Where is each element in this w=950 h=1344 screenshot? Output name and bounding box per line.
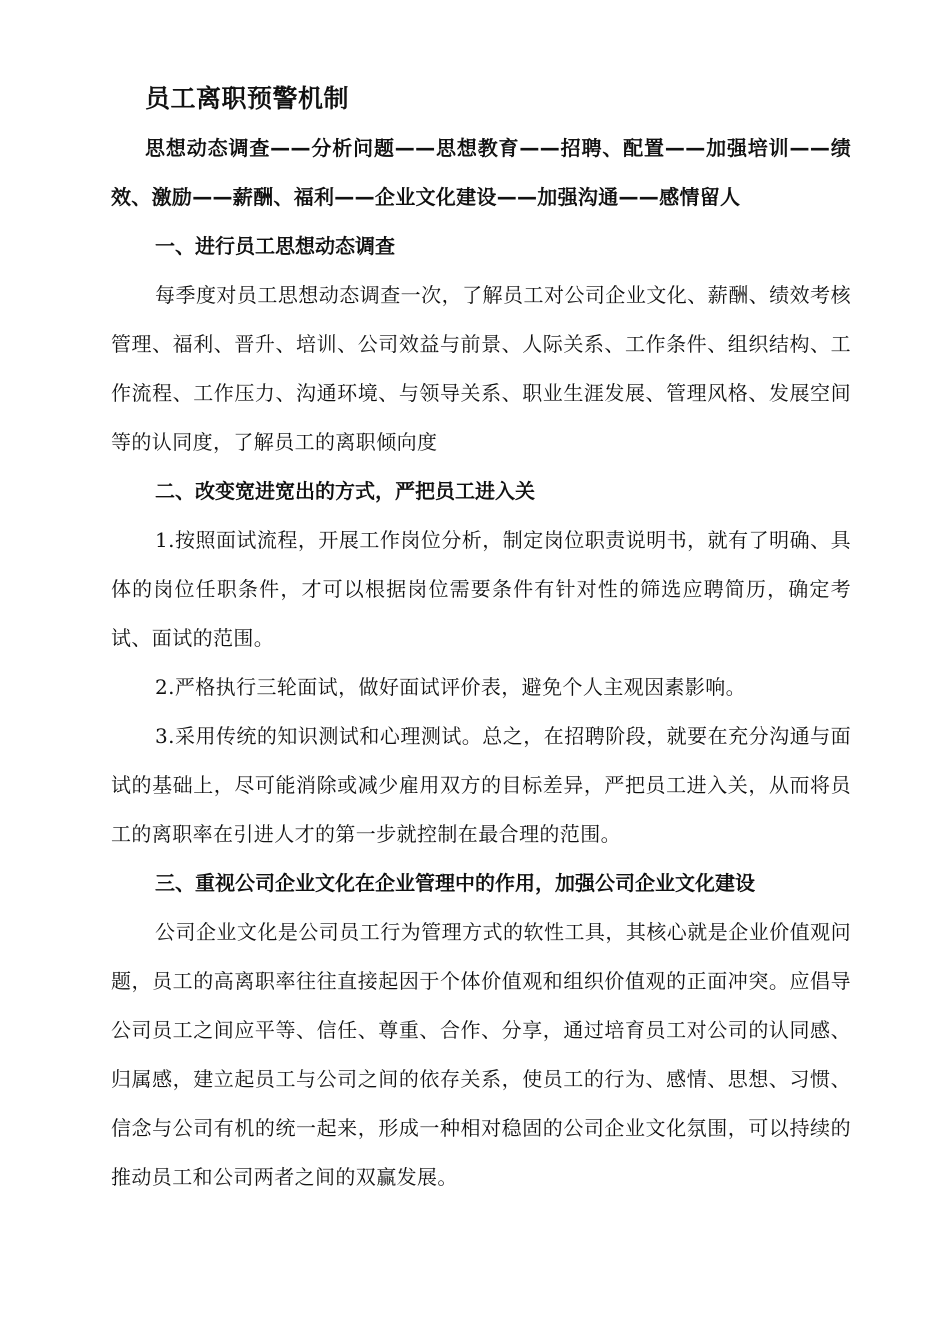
- section-2-paragraph-2: 2.严格执行三轮面试，做好面试评价表，避免个人主观因素影响。: [155, 675, 747, 699]
- section-3-paragraph-1: 公司企业文化是公司员工行为管理方式的软性工具，其核心就是企业价值观问题，员工的高离职率往往直接起因于个体价值观和组织价值观的正面冲突。应倡导公司员工之间应平等、信任、尊重、合作、分享，通过培育员工对公司的认同感、归属感，建立起员工与公司之间的依存关系，使员工的行为、感情、思想、习惯、信念与公司有机的统一起来，形成一种相对稳固的公司企业文化氛围，可以持续的推动员工和公司两者之间的双赢发展。: [111, 920, 851, 1189]
- document-page: [111, 74, 851, 1202]
- section-3: [111, 859, 851, 1202]
- section-1-heading: 一、进行员工思想动态调查: [155, 234, 395, 258]
- section-1: [111, 222, 851, 467]
- section-2-heading: 二、改变宽进宽出的方式，严把员工进入关: [155, 479, 535, 503]
- section-2: [111, 467, 851, 859]
- section-3-heading: 三、重视公司企业文化在企业管理中的作用，加强公司企业文化建设: [155, 871, 755, 895]
- process-flow: 思想动态调查——分析问题——思想教育——招聘、配置——加强培训——绩效、激励——薪酬、福利——企业文化建设——加强沟通——感情留人: [111, 136, 851, 209]
- section-2-paragraph-3: 3.采用传统的知识测试和心理测试。总之，在招聘阶段，就要在充分沟通与面试的基础上，尽可能消除或减少雇用双方的目标差异，严把员工进入关，从而将员工的离职率在引进人才的第一步就控制在最合理的范围。: [111, 724, 851, 846]
- document-title: 员工离职预警机制: [145, 84, 350, 113]
- section-1-paragraph-1: 每季度对员工思想动态调查一次，了解员工对公司企业文化、薪酬、绩效考核管理、福利、晋升、培训、公司效益与前景、人际关系、工作条件、组织结构、工作流程、工作压力、沟通环境、与领导关系、职业生涯发展、管理风格、发展空间等的认同度，了解员工的离职倾向度: [111, 283, 851, 454]
- section-2-paragraph-1: 1.按照面试流程，开展工作岗位分析，制定岗位职责说明书，就有了明确、具体的岗位任职条件，才可以根据岗位需要条件有针对性的筛选应聘简历，确定考试、面试的范围。: [111, 528, 851, 650]
